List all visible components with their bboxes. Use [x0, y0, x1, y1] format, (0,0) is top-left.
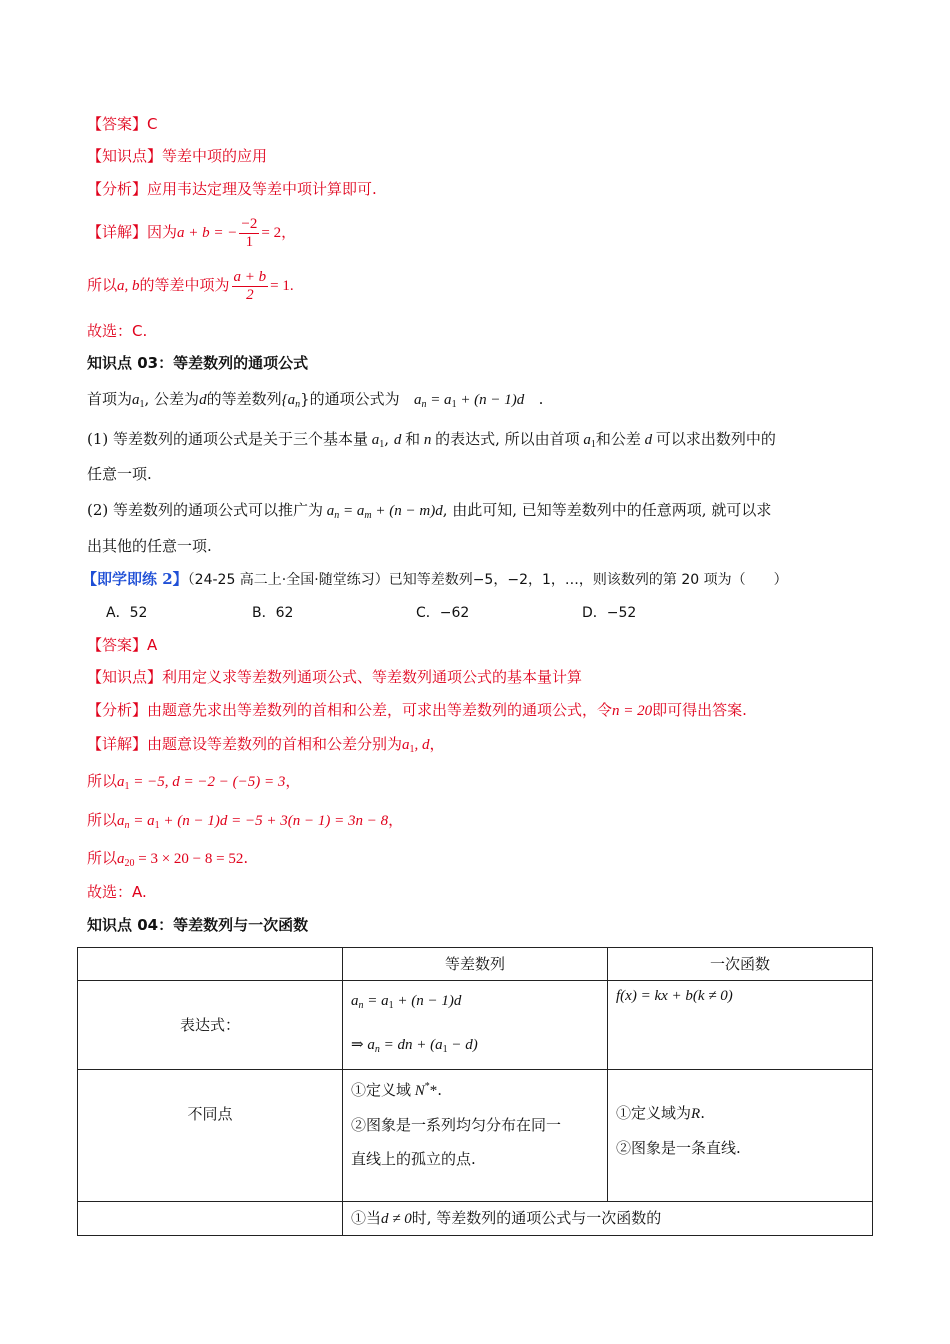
kp03-intro-seq: {a: [281, 392, 296, 408]
row-differences-sequence: ①定义域 N**. ②图象是一系列均匀分布在同一 直线上的孤立的点.: [343, 1070, 608, 1202]
connection-var: d ≠ 0: [381, 1211, 412, 1227]
seq-domain-tail: .: [437, 1081, 443, 1099]
so-text: 所以: [87, 276, 118, 294]
so-fraction: [232, 269, 269, 304]
kp03-point2-line2: 出其他的任意一项.: [87, 537, 212, 555]
step3-formula: = 3 × 20 − 8 = 52: [134, 851, 244, 867]
so-rhs: = 1.: [270, 278, 294, 294]
linear-graph-text: ②图象是一条直线.: [616, 1139, 741, 1157]
row-label-connection: [78, 1202, 343, 1236]
linear-domain-var: R: [691, 1106, 701, 1122]
detail-label: 【详解】: [87, 223, 148, 241]
so-fraction-denominator: 2: [246, 286, 254, 303]
step-2: 所以$a_n = a_1 + (n - 1)d = -5 + 3(n - 1) = 3n - 8$，: [87, 811, 404, 831]
kp03-p1-b: 和: [405, 430, 421, 448]
kp03-point1-line1: (1) 等差数列的通项公式是关于三个基本量 $a_1$, d 和 n 的表达式, 所以由首项 $a_1$和公差 d 可以求出数列中的: [87, 430, 776, 450]
comparison-table: [77, 947, 873, 1236]
knowledge-value: 等差中项的应用: [162, 147, 268, 165]
answer-label: 【答案】: [87, 115, 148, 133]
practice2-question: [82, 568, 788, 591]
detail-fraction: [239, 216, 259, 251]
detail-fraction-numerator: −2: [241, 215, 258, 232]
analysis2-label: 【分析】: [87, 701, 148, 719]
connection-text-b: 时, 等差数列的通项公式与一次函数的: [411, 1209, 662, 1227]
step2-text: 所以: [87, 811, 118, 829]
kp03-intro: 首项为$a_1$, 公差为d的等差数列$\{a_n\}$的通项公式为 $a_n = a_1 + (n - 1)d$ .: [87, 390, 544, 410]
option-a[interactable]: A．52: [106, 605, 148, 621]
kp03-p1-a: (1) 等差数列的通项公式是关于三个基本量: [87, 430, 369, 448]
table-row-differences: [78, 1070, 873, 1202]
detail-formula-lhs: a + b = −: [177, 225, 238, 241]
kp03-p1-d: 和公差: [595, 430, 641, 448]
step1-text: 所以: [87, 772, 118, 790]
detail2-value: 由题意设等差数列的首相和公差分别为: [147, 735, 403, 753]
kp03-intro-formula: a: [413, 392, 422, 408]
row-expression-sequence: $a_n = a_1 + (n - 1)d$ ⇒ $a_n$ = dn + $(a_1 - d)$: [343, 981, 608, 1070]
kp03-intro-t1: 首项为: [87, 390, 133, 408]
step2-tail: ，: [388, 811, 404, 829]
step1-formula: = −5, d = −2 − (−5) = 3: [129, 774, 286, 790]
row-connection-content: [343, 1202, 873, 1236]
step-1: 所以$a_1 = -5$, d = −2 − (−5) = 3，: [87, 772, 301, 792]
analysis-label: 【分析】: [87, 180, 148, 198]
kp03-p2-a: (2) 等差数列的通项公式可以推广为: [87, 501, 324, 519]
detail-fraction-denominator: 1: [245, 233, 254, 250]
so-text-2: 的等差中项为: [139, 276, 230, 294]
analysis-line-1: [87, 178, 377, 200]
detail2-label: 【详解】: [87, 735, 148, 753]
linear-formula: f(x) = kx + b(k ≠ 0): [616, 988, 733, 1004]
kp03-p1-e: 可以求出数列中的: [655, 430, 776, 448]
step-3: 所以$a_{20} = 3 \times 20 - 8 = 52$.: [87, 849, 249, 869]
knowledge-label: 【知识点】: [87, 147, 163, 165]
detail2-tail: ，: [429, 735, 445, 753]
answer-line-1: [87, 113, 158, 135]
seq-graph-line2: 直线上的孤立的点.: [351, 1150, 476, 1168]
answer-line-2: [87, 634, 157, 656]
answer2-label: 【答案】: [87, 636, 148, 654]
row-label-expression: 表达式：: [78, 981, 343, 1070]
seq-domain-text: ①定义域: [351, 1081, 412, 1099]
linear-domain-text: ①定义域为: [616, 1104, 692, 1122]
linear-domain-tail: .: [700, 1104, 705, 1122]
kp03-intro-a1: a: [132, 392, 140, 408]
connection-text-a: ①当: [351, 1209, 382, 1227]
so-line-1: [87, 265, 294, 306]
kp03-intro-t2: , 公差为: [144, 390, 200, 408]
detail2-vars: a: [402, 737, 410, 753]
table-row-connection: [78, 1202, 873, 1236]
detail-line-2: 【详解】由题意设等差数列的首相和公差分别为$a_1$, d，: [87, 735, 445, 755]
kp03-point2-line1: (2) 等差数列的通项公式可以推广为 $a_n = a_m + (n - m)d$, 由此可知, 已知等差数列中的任意两项, 就可以求: [87, 501, 772, 521]
analysis2-value: 由题意先求出等差数列的首相和公差，可求出等差数列的通项公式，令: [147, 701, 613, 719]
table-head-empty: [78, 948, 343, 981]
knowledge-line-2: [87, 666, 582, 688]
table-header-row: [78, 948, 873, 981]
row-differences-linear: [608, 1070, 873, 1202]
kp03-intro-formula-tail: + (n − 1)d: [456, 392, 525, 408]
analysis-line-2: [87, 699, 747, 722]
kp03-title: 知识点 03：等差数列的通项公式: [87, 354, 309, 372]
option-d[interactable]: D．−52: [582, 605, 637, 621]
knowledge2-value: 利用定义求等差数列通项公式、等差数列通项公式的基本量计算: [162, 668, 583, 686]
practice2-label: 【即学即练 2】: [82, 570, 188, 588]
kp03-intro-d: d: [199, 392, 207, 408]
table-head-linear: 一次函数: [608, 948, 873, 981]
option-c[interactable]: C．−62: [416, 605, 470, 621]
practice2-text: 已知等差数列−5，−2，1，…，则该数列的第 20 项为（ ）: [388, 572, 788, 588]
knowledge-line-1: [87, 145, 267, 167]
answer-value: C: [147, 115, 158, 133]
analysis2-formula: n = 20: [612, 703, 653, 719]
detail-text: 因为: [147, 223, 178, 241]
row-label-differences: 不同点: [78, 1070, 343, 1202]
kp03-intro-t3: 的等差数列: [206, 390, 282, 408]
implies-symbol: ⇒: [351, 1037, 364, 1053]
detail-line-1: [87, 212, 296, 253]
step3-tail: .: [243, 849, 249, 867]
step1-tail: ，: [285, 772, 301, 790]
practice2-source: （24-25 高二上·全国·随堂练习）: [187, 572, 389, 588]
kp03-intro-t4: }的通项公式为: [300, 390, 400, 408]
detail-formula-rhs: = 2，: [261, 225, 297, 241]
kp03-intro-formula-rest: = a: [426, 392, 452, 408]
conclusion-1: 故选：C.: [87, 322, 148, 340]
step3-text: 所以: [87, 849, 118, 867]
seq-graph-line1: ②图象是一系列均匀分布在同一: [351, 1116, 562, 1134]
analysis-value: 应用韦达定理及等差中项计算即可.: [147, 180, 377, 198]
conclusion-2: 故选：A.: [87, 883, 147, 901]
row-expression-linear: [608, 981, 873, 1070]
kp04-title: 知识点 04：等差数列与一次函数: [87, 916, 309, 934]
kp03-intro-t5: .: [538, 390, 544, 408]
answer2-value: A: [147, 636, 158, 654]
knowledge2-label: 【知识点】: [87, 668, 163, 686]
table-head-sequence: 等差数列: [343, 948, 608, 981]
analysis2-tail: 即可得出答案.: [652, 701, 747, 719]
so-fraction-numerator: a + b: [233, 268, 267, 285]
so-vars: a, b: [117, 278, 140, 294]
step2-formula: + (n − 1)d = −5 + 3(n − 1) = 3n − 8: [159, 813, 389, 829]
kp03-p2-b: , 由此可知, 已知等差数列中的任意两项, 就可以求: [442, 501, 772, 519]
kp03-p1-c: 的表达式, 所以由首项: [435, 430, 580, 448]
table-row-expression: [78, 981, 873, 1070]
option-b[interactable]: B．62: [252, 605, 294, 621]
kp03-point1-line2: 任意一项.: [87, 465, 152, 483]
